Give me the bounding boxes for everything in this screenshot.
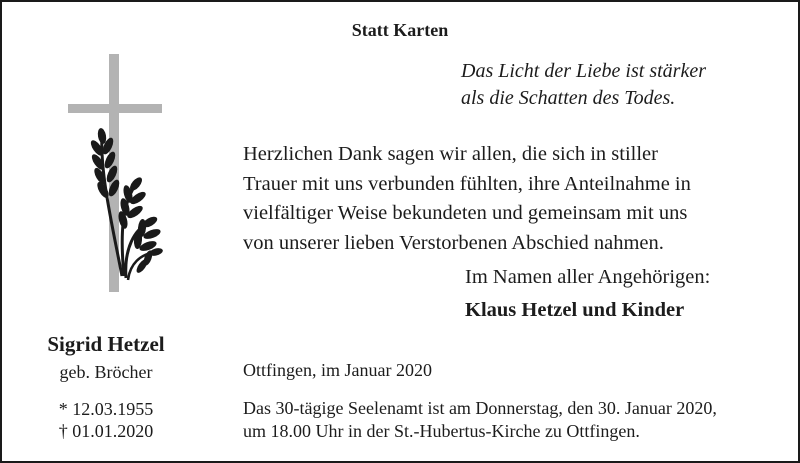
wheat-icon	[89, 127, 164, 280]
thank-you-line: Trauer mit uns verbunden fühlten, ihre Anteilnahme in	[243, 172, 691, 195]
thank-you-text	[243, 140, 691, 258]
cross-with-wheat-icon	[64, 54, 164, 294]
birth-name: geb. Bröcher	[59, 362, 153, 382]
thank-you-line: Herzlichen Dank sagen wir allen, die sich in stiller	[243, 143, 658, 165]
service-line: um 18.00 Uhr in der St.-Hubertus-Kirche zu Ottfingen.	[243, 421, 640, 441]
birth-date: * 12.03.1955	[58, 399, 154, 419]
memorial-service-notice	[243, 397, 717, 443]
thank-you-line: vielfältiger Weise bekundeten und gemeinsam mit uns	[243, 202, 688, 224]
family-signature: Klaus Hetzel und Kinder	[465, 299, 685, 321]
motto-line: Das Licht der Liebe ist stärker	[461, 60, 706, 82]
deceased-name: Sigrid Hetzel	[47, 332, 165, 356]
heading: Statt Karten	[351, 20, 449, 40]
deceased-info	[2, 330, 210, 442]
thank-you-line: von unserer lieben Verstorbenen Abschied nahmen.	[243, 231, 664, 254]
place-and-date: Ottfingen, im Januar 2020	[243, 360, 432, 380]
service-line: Das 30-tägige Seelenamt ist am Donnerstag, den 30. Januar 2020,	[243, 398, 717, 418]
life-dates	[2, 398, 210, 442]
on-behalf-line: Im Namen aller Angehörigen:	[465, 266, 711, 288]
cross-horizontal-beam	[68, 104, 162, 113]
death-date: † 01.01.2020	[58, 421, 154, 441]
motto	[461, 58, 706, 112]
motto-line: als die Schatten des Todes.	[461, 87, 676, 109]
